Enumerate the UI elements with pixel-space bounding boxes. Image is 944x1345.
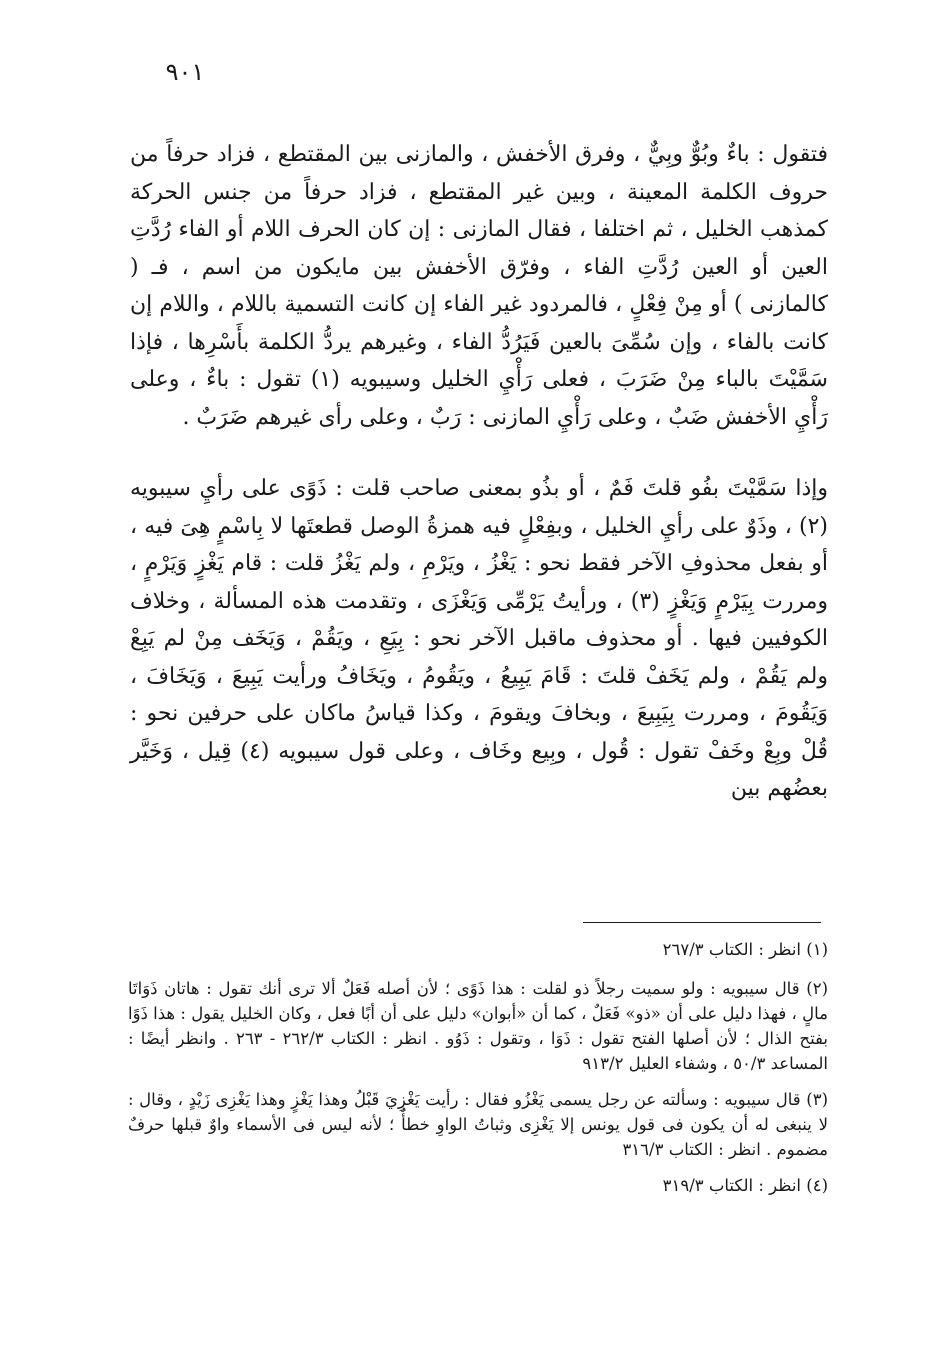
- footnote-1: (١) انظر : الكتاب ٢٦٧/٣: [662, 940, 828, 959]
- paragraph-1: فتقول : باءٌ وبُوٌّ وبِيٌّ ، وفرق الأخفش ، والمازنى بين المقتطع ، فزاد حرفاً من حروف الكلمة المعينة ، وبين غير المقتطع ، فزاد حرفاً من جنس الحركة كمذهب الخليل ، ثم اختلفا ، فقال المازنى : إن كان الحرف اللام أو الفاء رُدَّتِ العين أو العين رُدَّتِ الفاء ، وفرّق الأخفش بين مايكون من اسم ، فـ ( كالمازنى ) أو مِنْ فِعْلٍ ، فالمردود غير الفاء إن كانت التسمية باللام ، واللام إن كانت بالفاء ، وإن سُمِّىَ بالعين فَيَرُدُّ الفاء ، وغيرهم يردُّ الكلمة بأَسْرِها ، فإذا سَمَّيْتَ بالباء مِنْ ضَرَبَ ، فعلى رَأْيِ الخليل وسيبويه (١) تقول : باءٌ ، وعلى رَأْيِ الأخفش ضَبٌ ، وعلى رَأْيِ المازنى : رَبٌ ، وعلى رأى غيرهم ضَرَبٌ .: [130, 142, 828, 430]
- footnote-3: (٣) قال سيبويه : وسألته عن رجل يسمى يَغْزُو فقال : رأيت يَغْزِيَ قَبْلُ وهذا يَغْزٍ وهذا يَغْزِى زَيْدٍ ، وقال : لا ينبغى له أن يكون فى قول يونس إلا يَغْزِى وثباتُ الواوِ خطأٌ ؛ لأنه ليس فى الأسماء واوٌ قبلها حرفٌ مضموم . انظر : الكتاب ٣١٦/٣: [128, 1090, 828, 1159]
- footnotes: [128, 932, 828, 1209]
- footnote-2: (٢) قال سيبويه : ولو سميت رجلاً ذو لقلت : هذا ذَوًى ؛ لأن أصله فَعَلٌ ألا ترى أنك تقول : هاتان ذَوَاتَا مالٍ ، فهذا دليل على أن «ذو» فَعَلٌ ، كما أن «أبوان» دليل على أن أبًا فعل ، وكان الخليل يقول : هذا ذَوًا بفتح الذال ؛ لأن أصلها الفتح تقول : ذَوَا ، وتقول : ذَوُو . انظر : الكتاب ٢٦٢/٣ - ٢٦٣ . وانظر أيضًا : المساعد ٥٠/٣ ، وشفاء العليل ٩١٣/٢: [128, 979, 828, 1073]
- footnote-separator: [583, 922, 821, 923]
- main-text: [130, 136, 828, 808]
- footnote-4: (٤) انظر : الكتاب ٣١٩/٣: [662, 1176, 828, 1195]
- paragraph-2: وإذا سَمَّيْتَ بفُو قلتَ فَمٌ ، أو بذُو بمعنى صاحب قلت : ذَوًى على رأيِ سيبويه (٢) ، وذَوٌ على رأيِ الخليل ، وبفِعْلٍ فيه همزةُ الوصل قطعتَها لا بِاسْمٍ هِىَ فيه ، أو بفعل محذوفِ الآخر فقط نحو : يَغْزُ ، ويَرْمِ ، ولم يَغْزُ قلت : قام يَغْزٍ وَيَرْمٍ ، ومررت بِيَرْمٍ وَيَغْزٍ (٣) ، ورأيتُ يَرْمِّى وَيَغْزَى ، وتقدمت هذه المسألة ، وخلاف الكوفيين فيها . أو محذوف ماقبل الآخر نحو : بِيَعِ ، ويَقُمْ ، وَيَخَف مِنْ لم يَبِعْ ولم يَقُمْ ، ولم يَخَفْ قلتَ : قَامَ يَبِيعُ ، ويَقُومُ ، ويَخَافُ ورأيت يَبِيعَ ، وَيَخَافَ ، وَيَقُومَ ، ومررت بِيَبِيعَ ، وبخافَ ويقومَ ، وكذا قياسُ ماكان على حرفين نحو : قُلْ وبِعْ وخَفْ تقول : قُول ، وبِيع وخَاف ، وعلى قول سيبويه (٤) قِيل ، وَخَيَّر بعضُهم بين: [130, 476, 828, 801]
- page-number: ٩٠١: [165, 58, 205, 86]
